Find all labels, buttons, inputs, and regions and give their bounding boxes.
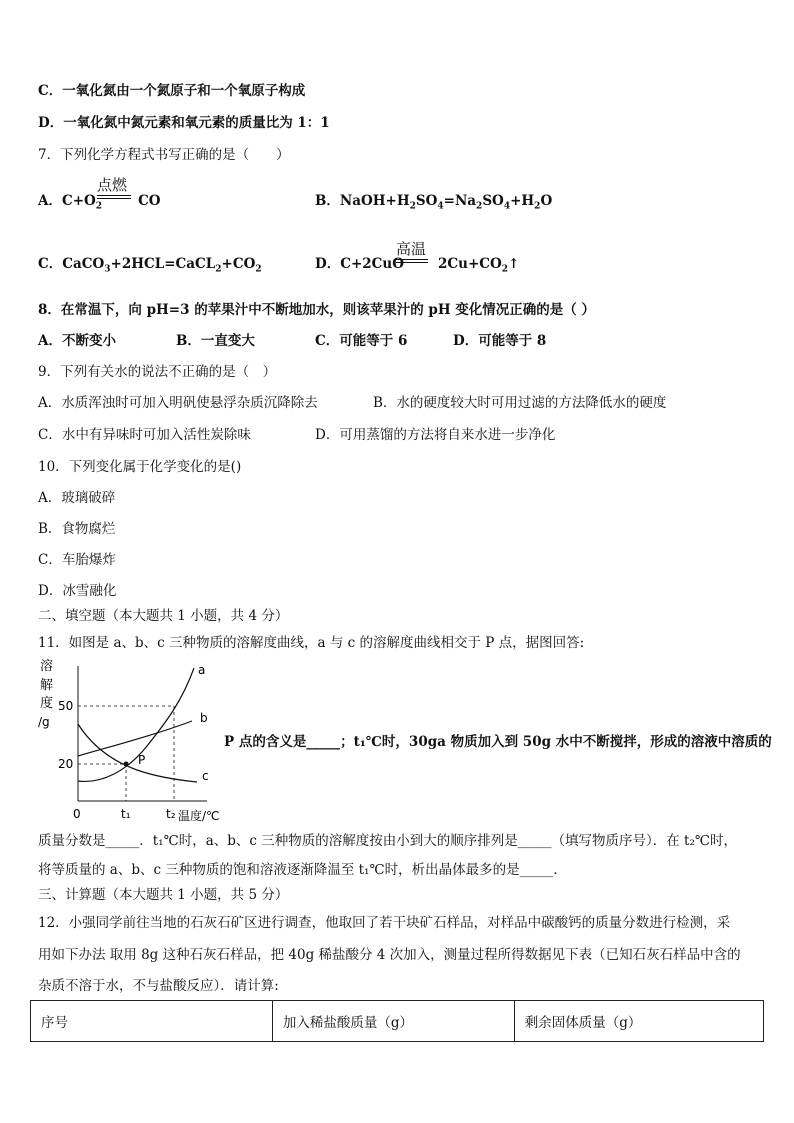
q11-stem: 11．如图是 a、b、c 三种物质的溶解度曲线，a 与 c 的溶解度曲线相交于 P 点，据图回答:	[38, 635, 585, 651]
q7d-condition: 高温	[396, 240, 427, 258]
q7-option-a: A．$C+O_2$ CO	[38, 193, 161, 212]
q10-stem: 10．下列变化属于化学变化的是()	[38, 459, 242, 475]
q10-option-b: B．食物腐烂	[38, 521, 116, 537]
q6-option-c: C．一氧化氮由一个氮原子和一个氧原子构成	[38, 83, 306, 99]
q12-line-3: 杂质不溶于水，不与盐酸反应）．请计算:	[38, 978, 279, 994]
curve-c-label: c	[202, 769, 209, 783]
q7a-condition: 点燃	[97, 176, 128, 194]
q7d-equals-line	[396, 259, 428, 263]
x-tick-0: 0	[73, 807, 81, 821]
y-tick-50: 50	[58, 699, 74, 713]
data-table	[30, 1000, 764, 1042]
q12-line-2: 用如下办法 取用 8g 这种石灰石样品，把 40g 稀盐酸分 4 次加入，测量过程所得数据见下表（已知石灰石样品中含的	[38, 947, 741, 963]
q7a-equals-line	[97, 195, 131, 199]
q11-right-text: P 点的含义是_____；t₁℃时，30ga 物质加入到 50g 水中不断搅拌，形成的溶液中溶质的	[224, 734, 772, 750]
q10-option-a: A．玻璃破碎	[38, 490, 116, 506]
curve-a	[78, 668, 194, 781]
section-2-heading: 二、填空题（本大题共 1 小题，共 4 分）	[38, 608, 289, 624]
section-3-heading: 三、计算题（本大题共 1 小题，共 5 分）	[38, 887, 289, 903]
table-header-row	[31, 1001, 764, 1042]
q9-option-a: A．水质浑浊时可加入明矾使悬浮杂质沉降除去	[38, 395, 318, 411]
point-p	[124, 762, 129, 767]
table-header-cell: 加入稀盐酸质量（g）	[272, 1001, 514, 1042]
point-p-label: P	[138, 753, 146, 767]
q8-option-a: A．不断变小	[38, 333, 116, 349]
q10-option-d: D．冰雪融化	[38, 583, 117, 599]
q9-stem: 9．下列有关水的说法不正确的是（ ）	[38, 364, 277, 380]
q7-option-c: C．$CaCO_3+2HCL=CaCL_2+CO_2$	[38, 256, 262, 275]
curve-b	[78, 721, 192, 756]
q9-option-b: B．水的硬度较大时可用过滤的方法降低水的硬度	[373, 395, 667, 411]
y-axis-label-2: 解	[40, 678, 54, 693]
q9-option-c: C．水中有异味时可加入活性炭除味	[38, 427, 251, 443]
x-tick-t1: t₁	[121, 807, 131, 821]
q7-option-b: B．$NaOH+H_2SO_4=Na_2SO_4+H_2O$	[315, 193, 553, 212]
q11-line-2: 质量分数是_____．t₁℃时，a、b、c 三种物质的溶解度按由小到大的顺序排列是_____（填写物质序号）．在 t₂℃时，	[38, 833, 737, 849]
y-axis-label-1: 溶	[40, 659, 54, 674]
q10-option-c: C．车胎爆炸	[38, 552, 116, 568]
curve-b-label: b	[200, 711, 208, 725]
solubility-chart-svg	[32, 656, 232, 826]
q11-line-3: 将等质量的 a、b、c 三种物质的饱和溶液逐渐降温至 t₁℃时，析出晶体最多的是_____．	[38, 862, 567, 878]
q8-option-b: B．一直变大	[176, 333, 255, 349]
q12-line-1: 12．小强同学前往当地的石灰石矿区进行调查，他取回了若干块矿石样品，对样品中碳酸钙的质量分数进行检测，采	[38, 915, 731, 931]
y-axis-label-3: 度	[40, 696, 54, 711]
q7-stem: 7．下列化学方程式书写正确的是（ ）	[38, 147, 290, 163]
table-header-cell: 剩余固体质量（g）	[514, 1001, 763, 1042]
q8-option-c: C．可能等于 6	[315, 333, 408, 349]
table-header-cell: 序号	[31, 1001, 273, 1042]
solubility-chart	[32, 656, 232, 826]
x-tick-t2: t₂	[166, 807, 176, 821]
q8-stem: 8．在常温下，向 pH=3 的苹果汁中不断地加水，则该苹果汁的 pH 变化情况正确的是（ ）	[38, 302, 595, 318]
q7-option-d: D．C+2CuO $2Cu+CO_2↑$	[315, 256, 520, 275]
q6-option-d: D．一氧化氮中氮元素和氧元素的质量比为 1：1	[38, 115, 330, 131]
q9-option-d: D．可用蒸馏的方法将自来水进一步净化	[315, 427, 556, 443]
q8-option-d: D．可能等于 8	[453, 333, 547, 349]
y-tick-20: 20	[58, 757, 74, 771]
y-axis-label-4: /g	[38, 715, 50, 729]
curve-a-label: a	[198, 663, 206, 677]
x-axis-label: 温度/℃	[178, 809, 220, 823]
